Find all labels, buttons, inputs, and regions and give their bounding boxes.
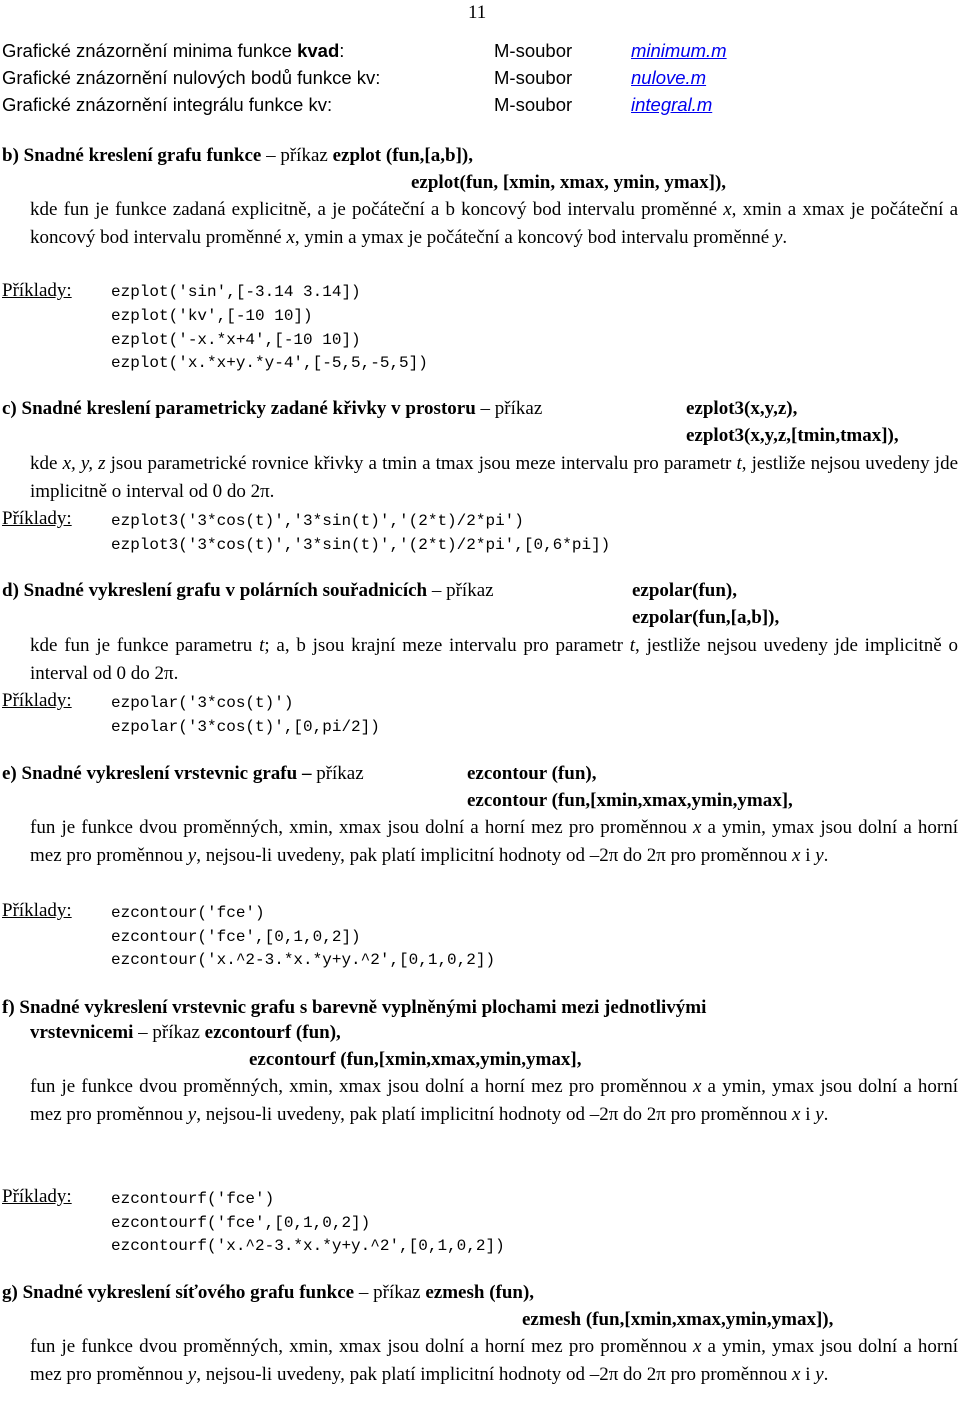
- examples-label: Příklady:: [2, 690, 72, 711]
- code-example: ezplot3('3*cos(t)','3*sin(t)','(2*t)/2*pi'): [111, 512, 524, 530]
- section-description: kde fun je funkce zadaná explicitně, a je počáteční a b koncový bod intervalu proměnné x, xmin a xmax je počáteční a koncový bod intervalu proměnné x, ymin a ymax je počáteční a koncový bod intervalu proměnné y.: [30, 199, 959, 248]
- mfile-type: M-soubor: [494, 94, 573, 115]
- section-heading: d) Snadné vykreslení grafu v polárních souřadnicích – příkaz: [2, 580, 494, 601]
- code-example: ezplot('x.*x+y.*y-4',[-5,5,-5,5]): [111, 354, 428, 372]
- code-example: ezplot('sin',[-3.14 3.14]): [111, 283, 361, 301]
- code-example: ezcontourf('fce'): [111, 1190, 275, 1208]
- mfile-link[interactable]: minimum.m: [631, 40, 727, 61]
- mfile-label: Grafické znázornění minima funkce kvad:: [2, 40, 345, 61]
- command-syntax: ezmesh (fun,[xmin,xmax,ymin,ymax]),: [522, 1309, 834, 1330]
- section-heading: e) Snadné vykreslení vrstevnic grafu – příkaz: [2, 763, 364, 784]
- examples-label: Příklady:: [2, 280, 72, 301]
- command-syntax: ezplot3(x,y,z,[tmin,tmax]),: [686, 425, 899, 446]
- section-heading: f) Snadné vykreslení vrstevnic grafu s barevně vyplněnými plochami mezi jednotlivými: [2, 997, 707, 1018]
- mfile-label: Grafické znázornění nulových bodů funkce kv:: [2, 67, 381, 88]
- command-syntax: ezcontourf (fun,[xmin,xmax,ymin,ymax],: [249, 1049, 582, 1070]
- command-syntax: ezcontour (fun,[xmin,xmax,ymin,ymax],: [467, 790, 793, 811]
- examples-label: Příklady:: [2, 508, 72, 529]
- section-heading-continued: vrstevnicemi – příkaz ezcontourf (fun),: [30, 1022, 341, 1043]
- code-example: ezpolar('3*cos(t)'): [111, 694, 294, 712]
- examples-label: Příklady:: [2, 1186, 72, 1207]
- mfile-link[interactable]: integral.m: [631, 94, 713, 115]
- examples-label: Příklady:: [2, 900, 72, 921]
- section-description: fun je funkce dvou proměnných, xmin, xmax jsou dolní a horní mez pro proměnnou x a ymin, ymax jsou dolní a horní mez pro proměnnou y, nejsou-li uvedeny, pak platí implicitní hodnoty od –2π do 2π pro proměnnou x i y.: [30, 1076, 958, 1125]
- command-syntax: ezcontour (fun),: [467, 763, 597, 784]
- code-example: ezcontourf('x.^2-3.*x.*y+y.^2',[0,1,0,2]): [111, 1237, 505, 1255]
- code-example: ezcontour('fce'): [111, 904, 265, 922]
- code-example: ezpolar('3*cos(t)',[0,pi/2]): [111, 718, 380, 736]
- mfile-type: M-soubor: [494, 40, 573, 61]
- code-example: ezplot3('3*cos(t)','3*sin(t)','(2*t)/2*pi',[0,6*pi]): [111, 536, 611, 554]
- code-example: ezcontour('fce',[0,1,0,2]): [111, 928, 361, 946]
- section-heading: c) Snadné kreslení parametricky zadané křivky v prostoru – příkaz: [2, 398, 543, 419]
- command-syntax: ezplot3(x,y,z),: [686, 398, 798, 419]
- section-description: fun je funkce dvou proměnných, xmin, xmax jsou dolní a horní mez pro proměnnou x a ymin, ymax jsou dolní a horní mez pro proměnnou y, nejsou-li uvedeny, pak platí implicitní hodnoty od –2π do 2π pro proměnnou x i y.: [30, 817, 958, 866]
- section-heading: b) Snadné kreslení grafu funkce – příkaz ezplot (fun,[a,b]),: [2, 145, 473, 166]
- command-syntax: ezpolar(fun),: [632, 580, 738, 601]
- section-heading: g) Snadné vykreslení síťového grafu funkce – příkaz ezmesh (fun),: [2, 1282, 535, 1303]
- section-description: kde fun je funkce parametru t; a, b jsou krajní meze intervalu pro parametr t, jestliže nejsou uvedeny jde implicitně o interval od 0 do 2π.: [30, 635, 958, 684]
- code-example: ezplot('kv',[-10 10]): [111, 307, 313, 325]
- page-number: 11: [468, 2, 487, 23]
- section-description: kde x, y, z jsou parametrické rovnice křivky a tmin a tmax jsou meze intervalu pro parametr t, jestliže nejsou uvedeny jde implicitně o interval od 0 do 2π.: [30, 453, 958, 502]
- command-syntax: ezpolar(fun,[a,b]),: [632, 607, 780, 628]
- command-syntax: ezplot(fun, [xmin, xmax, ymin, ymax]),: [411, 172, 727, 193]
- section-description: fun je funkce dvou proměnných, xmin, xmax jsou dolní a horní mez pro proměnnou x a ymin, ymax jsou dolní a horní mez pro proměnnou y, nejsou-li uvedeny, pak platí implicitní hodnoty od –2π do 2π pro proměnnou x i y.: [30, 1336, 958, 1385]
- code-example: ezplot('-x.*x+4',[-10 10]): [111, 331, 361, 349]
- code-example: ezcontourf('fce',[0,1,0,2]): [111, 1214, 371, 1232]
- mfile-link[interactable]: nulove.m: [631, 67, 707, 88]
- code-example: ezcontour('x.^2-3.*x.*y+y.^2',[0,1,0,2]): [111, 951, 496, 969]
- mfile-type: M-soubor: [494, 67, 573, 88]
- mfile-label: Grafické znázornění integrálu funkce kv:: [2, 94, 333, 115]
